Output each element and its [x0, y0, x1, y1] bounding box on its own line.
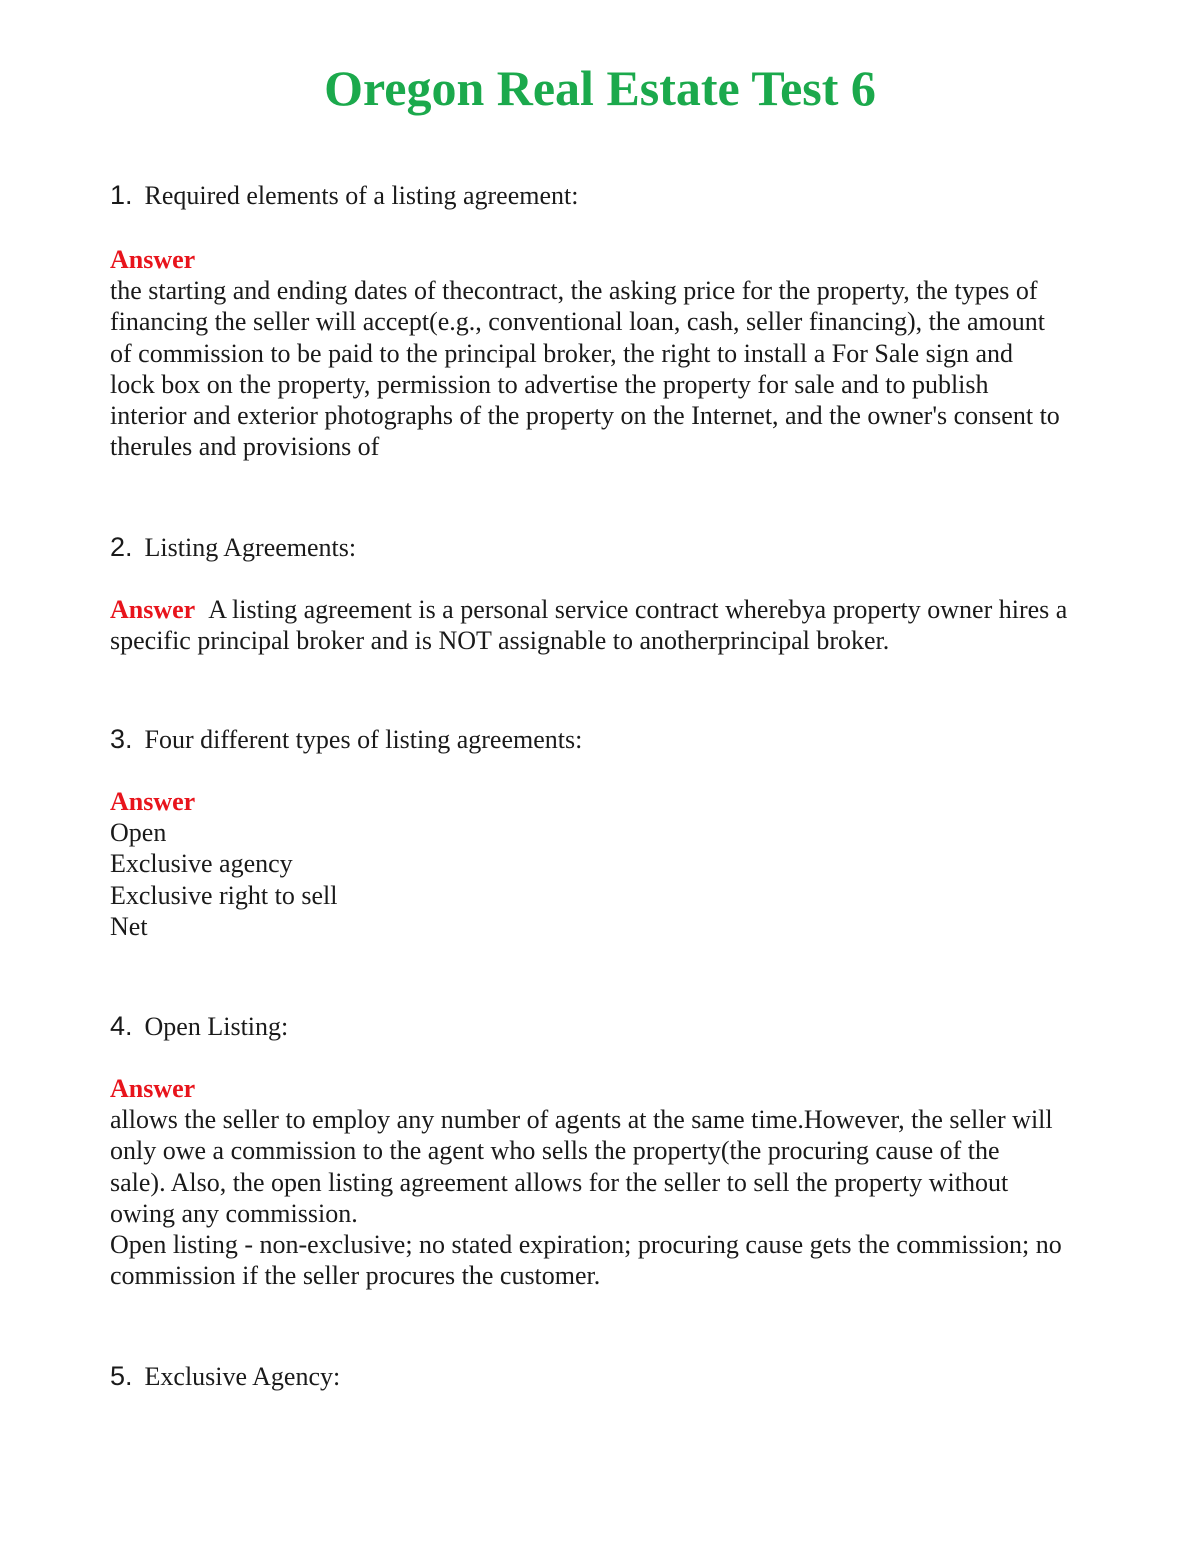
answer-line: Exclusive agency	[110, 849, 293, 879]
question-text: Open Listing:	[144, 1012, 289, 1041]
question-text: Four different types of listing agreements:	[144, 725, 583, 754]
answer-line: A listing agreement is a personal service contract wherebya property owner hires a	[208, 595, 1068, 624]
answer-line: interior and exterior photographs of the property on the Internet, and the owner's consent to	[110, 401, 1060, 431]
question-text: Listing Agreements:	[144, 533, 357, 562]
answer-line: sale). Also, the open listing agreement allows for the seller to sell the property without	[110, 1167, 1009, 1197]
answer-2	[110, 594, 1110, 656]
answer-line: Net	[110, 911, 148, 941]
question-5	[110, 1361, 1110, 1392]
question-number: 1.	[110, 180, 133, 210]
question-number: 2.	[110, 532, 133, 562]
answer-line: of commission to be paid to the principal broker, the right to install a For Sale sign and	[110, 338, 1014, 368]
question-2	[110, 532, 1110, 563]
answer-line: financing the seller will accept(e.g., conventional loan, cash, seller financing), the amount	[110, 307, 1045, 337]
question-text: Required elements of a listing agreement:	[144, 181, 579, 210]
answer-line: lock box on the property, permission to advertise the property for sale and to publish	[110, 369, 989, 399]
question-number: 5.	[110, 1361, 133, 1391]
answer-line: only owe a commission to the agent who sells the property(the procuring cause of the	[110, 1136, 1000, 1166]
answer-1	[110, 244, 1110, 462]
answer-3	[110, 786, 1110, 942]
answer-label: Answer	[110, 1074, 196, 1103]
page-title: Oregon Real Estate Test 6	[324, 60, 876, 116]
answer-line: specific principal broker and is NOT assignable to anotherprincipal broker.	[110, 626, 890, 656]
answer-line: therules and provisions of	[110, 432, 380, 462]
answer-label: Answer	[110, 787, 196, 816]
answer-line: Open listing - non-exclusive; no stated expiration; procuring cause gets the commission; no	[110, 1230, 1062, 1260]
answer-label: Answer	[110, 245, 196, 274]
answer-line: the starting and ending dates of thecontract, the asking price for the property, the types of	[110, 276, 1038, 306]
answer-label: Answer	[110, 595, 196, 624]
question-1	[110, 180, 1110, 211]
answer-line: Exclusive right to sell	[110, 880, 338, 910]
answer-4	[110, 1073, 1110, 1291]
answer-line: allows the seller to employ any number of agents at the same time.However, the seller will	[110, 1105, 1053, 1135]
question-number: 4.	[110, 1011, 133, 1041]
question-3	[110, 724, 1110, 755]
question-4	[110, 1011, 1110, 1042]
question-text: Exclusive Agency:	[144, 1362, 341, 1391]
question-number: 3.	[110, 724, 133, 754]
answer-line: commission if the seller procures the customer.	[110, 1261, 601, 1291]
answer-line: owing any commission.	[110, 1198, 358, 1228]
answer-line: Open	[110, 818, 167, 848]
